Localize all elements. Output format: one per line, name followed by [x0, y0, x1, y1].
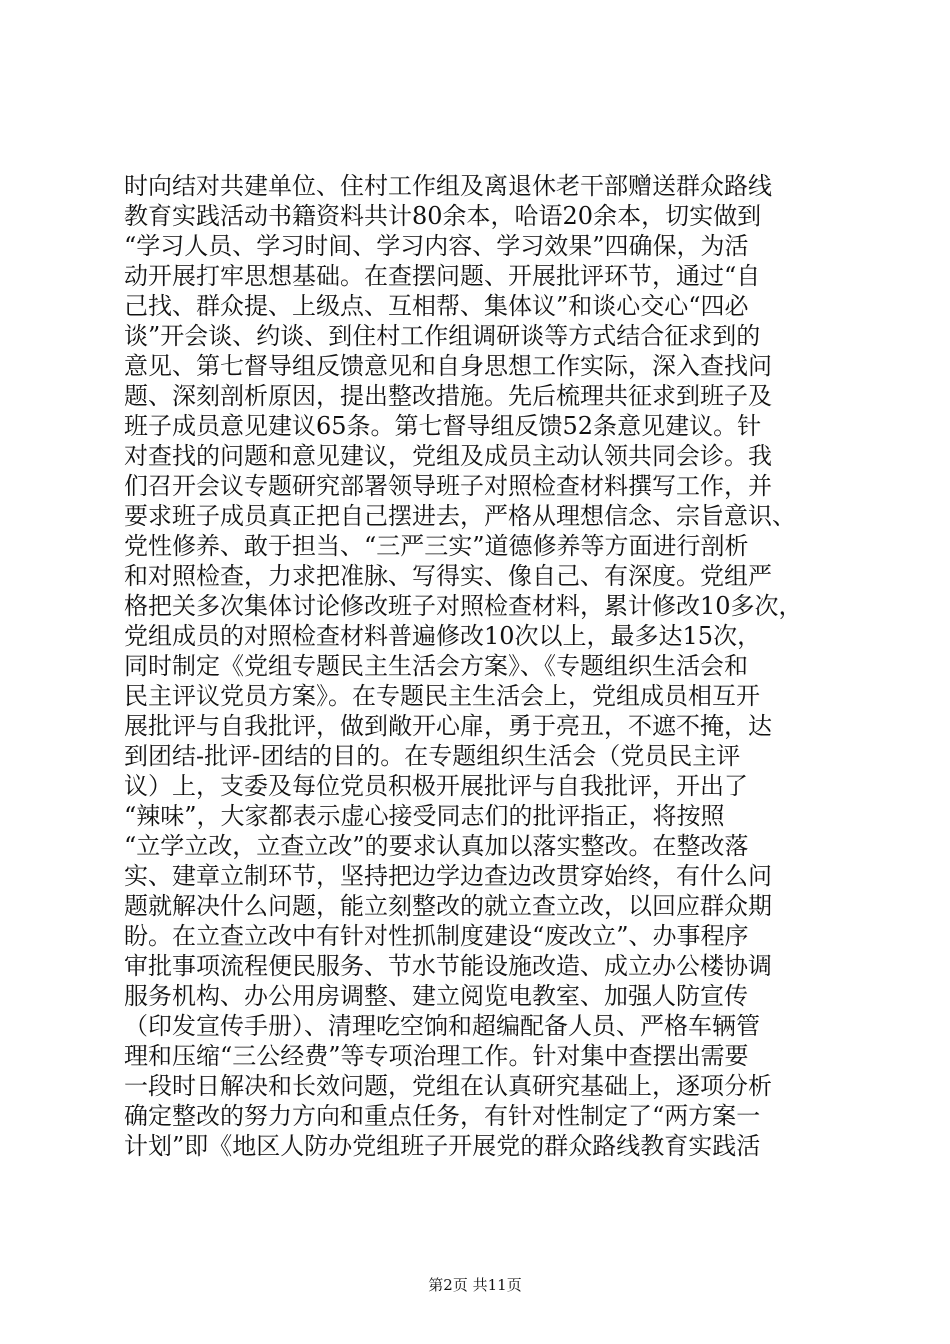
text-line: “学习人员、学习时间、学习内容、学习效果”四确保，为活 [124, 232, 749, 260]
text-line: 要求班子成员真正把自己摆进去，严格从理想信念、宗旨意识、 [124, 502, 796, 530]
text-line: 题、深刻剖析原因，提出整改措施。先后梳理共征求到班子及 [124, 382, 772, 410]
text-line: 谈”开会谈、约谈、到住村工作组调研谈等方式结合征求到的 [124, 322, 761, 350]
text-line: 民主评议党员方案》。在专题民主生活会上，党组成员相互开 [124, 682, 760, 710]
body-paragraph [124, 171, 844, 1161]
text-line: 格把关多次集体讨论修改班子对照检查材料，累计修改10多次， [124, 592, 803, 620]
text-line: 审批事项流程便民服务、节水节能设施改造、成立办公楼协调 [124, 952, 772, 980]
text-line: 实、建章立制环节，坚持把边学边查边改贯穿始终，有什么问 [124, 862, 772, 890]
text-line: 党性修养、敢于担当、“三严三实”道德修养等方面进行剖析 [124, 532, 749, 560]
text-line: 己找、群众提、上级点、互相帮、集体议”和谈心交心“四必 [124, 292, 749, 320]
text-line: 理和压缩“三公经费”等专项治理工作。针对集中查摆出需要 [124, 1042, 749, 1070]
text-line: 对查找的问题和意见建议，党组及成员主动认领共同会诊。我 [124, 442, 772, 470]
text-line: 同时制定《党组专题民主生活会方案》、《专题组织生活会和 [124, 652, 748, 680]
text-line: 时向结对共建单位、住村工作组及离退休老干部赠送群众路线 [124, 172, 772, 200]
text-line: 展批评与自我批评，做到敞开心扉，勇于亮丑，不遮不掩，达 [124, 712, 772, 740]
text-line: （印发宣传手册）、清理吃空饷和超编配备人员、严格车辆管 [124, 1012, 760, 1040]
text-line: 计划”即《地区人防办党组班子开展党的群众路线教育实践活 [124, 1132, 761, 1160]
text-line: 服务机构、办公用房调整、建立阅览电教室、加强人防宣传 [124, 982, 748, 1010]
text-line: 和对照检查，力求把准脉、写得实、像自己、有深度。党组严 [124, 562, 772, 590]
text-line: 意见、第七督导组反馈意见和自身思想工作实际，深入查找问 [124, 352, 772, 380]
text-line: 盼。在立查立改中有针对性抓制度建设“废改立”、办事程序 [124, 922, 749, 950]
text-line: 题就解决什么问题，能立刻整改的就立查立改，以回应群众期 [124, 892, 772, 920]
text-line: 教育实践活动书籍资料共计80余本，哈语20余本，切实做到 [124, 202, 762, 230]
text-line: 班子成员意见建议65条。第七督导组反馈52条意见建议。针 [124, 412, 762, 440]
text-line: 动开展打牢思想基础。在查摆问题、开展批评环节，通过“自 [124, 262, 761, 290]
text-line: 到团结-批评-团结的目的。在专题组织生活会（党员民主评 [124, 742, 741, 770]
text-line: 们召开会议专题研究部署领导班子对照检查材料撰写工作，并 [124, 472, 772, 500]
text-line: 确定整改的努力方向和重点任务，有针对性制定了“两方案一 [124, 1102, 761, 1130]
text-line: “辣味”，大家都表示虚心接受同志们的批评指正，将按照 [124, 802, 725, 830]
page-footer: 第2页 共11页 [428, 1276, 522, 1294]
text-line: 党组成员的对照检查材料普遍修改10次以上，最多达15次， [124, 622, 762, 650]
text-line: 一段时日解决和长效问题，党组在认真研究基础上，逐项分析 [124, 1072, 772, 1100]
text-line: “立学立改，立查立改”的要求认真加以落实整改。在整改落 [124, 832, 749, 860]
text-line: 议）上，支委及每位党员积极开展批评与自我批评，开出了 [124, 772, 748, 800]
